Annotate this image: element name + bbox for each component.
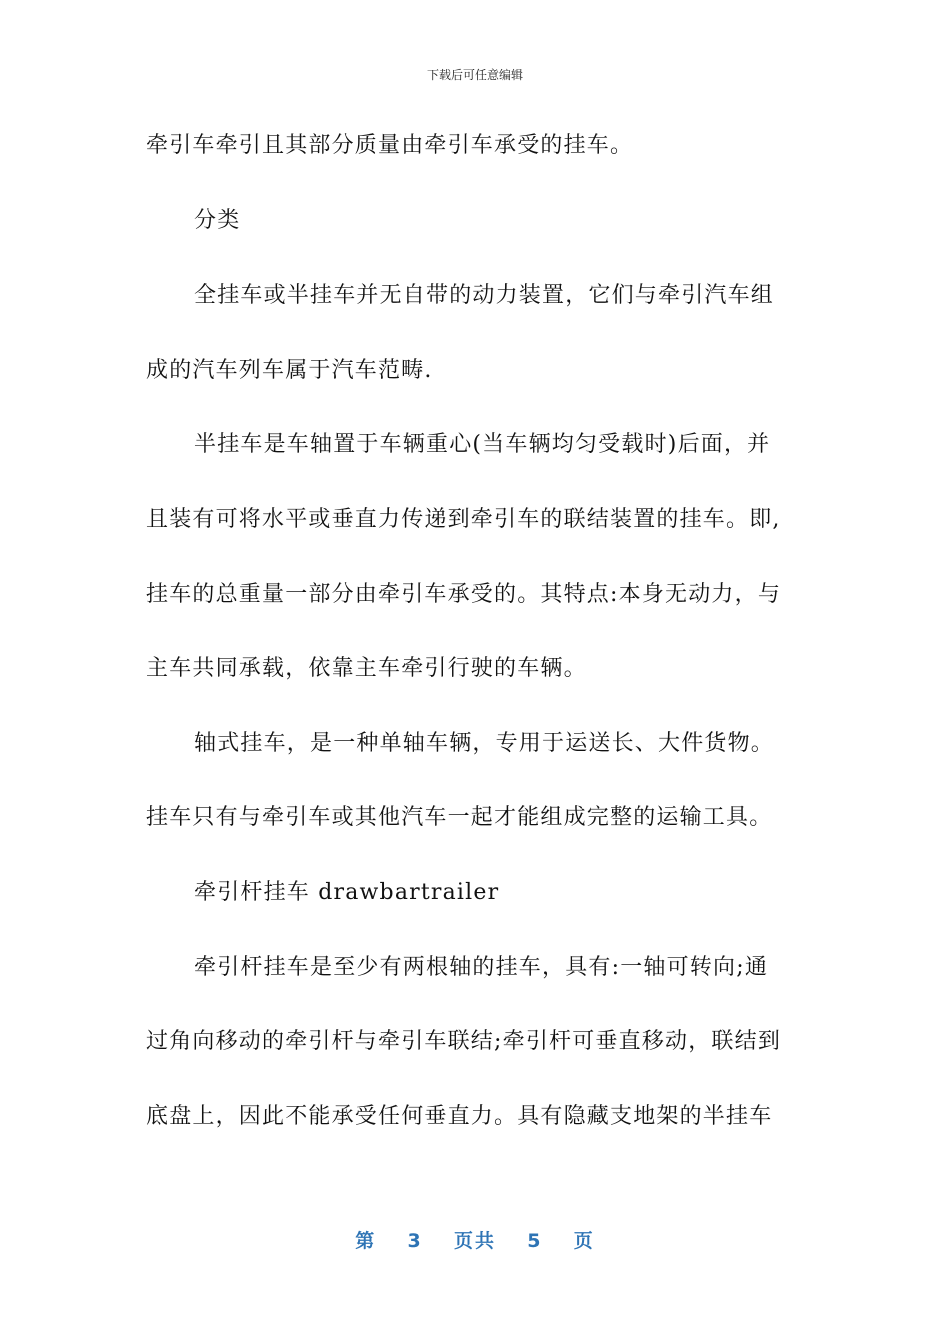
footer-middle: 页共 (453, 1230, 496, 1252)
paragraph-line: 全挂车或半挂车并无自带的动力装置，它们与牵引汽车组 (194, 283, 775, 308)
paragraph-line: 主车共同承载，依靠主车牵引行驶的车辆。 (146, 656, 587, 681)
footer-prefix: 第 (355, 1230, 377, 1252)
paragraph-line: 成的汽车列车属于汽车范畴. (146, 358, 433, 383)
paragraph-line: 轴式挂车，是一种单轴车辆，专用于运送长、大件货物。 (194, 731, 775, 756)
paragraph-line: 挂车只有与牵引车或其他汽车一起才能组成完整的运输工具。 (146, 805, 773, 830)
paragraph-line: 且装有可将水平或垂直力传递到牵引车的联结装置的挂车。即, (146, 507, 781, 532)
paragraph-line: 牵引杆挂车是至少有两根轴的挂车，具有:一轴可转向;通 (194, 955, 769, 980)
page-footer (0, 1226, 950, 1253)
section-heading: 分类 (194, 208, 241, 233)
paragraph-line: 过角向移动的牵引杆与牵引车联结;牵引杆可垂直移动，联结到 (146, 1029, 782, 1054)
paragraph-line: 挂车的总重量一部分由牵引车承受的。其特点:本身无动力，与 (146, 582, 782, 607)
page-header: 下载后可任意编辑 (426, 68, 523, 82)
paragraph-line: 半挂车是车轴置于车辆重心(当车辆均匀受载时)后面，并 (194, 432, 771, 457)
section-heading: 牵引杆挂车 drawbartrailer (194, 880, 500, 905)
paragraph-line: 牵引车牵引且其部分质量由牵引车承受的挂车。 (146, 133, 634, 158)
paragraph-line: 底盘上，因此不能承受任何垂直力。具有隐藏支地架的半挂车 (146, 1104, 773, 1129)
footer-suffix: 页 (573, 1230, 595, 1252)
total-pages-number: 5 (527, 1230, 543, 1252)
current-page-number: 3 (407, 1230, 423, 1252)
